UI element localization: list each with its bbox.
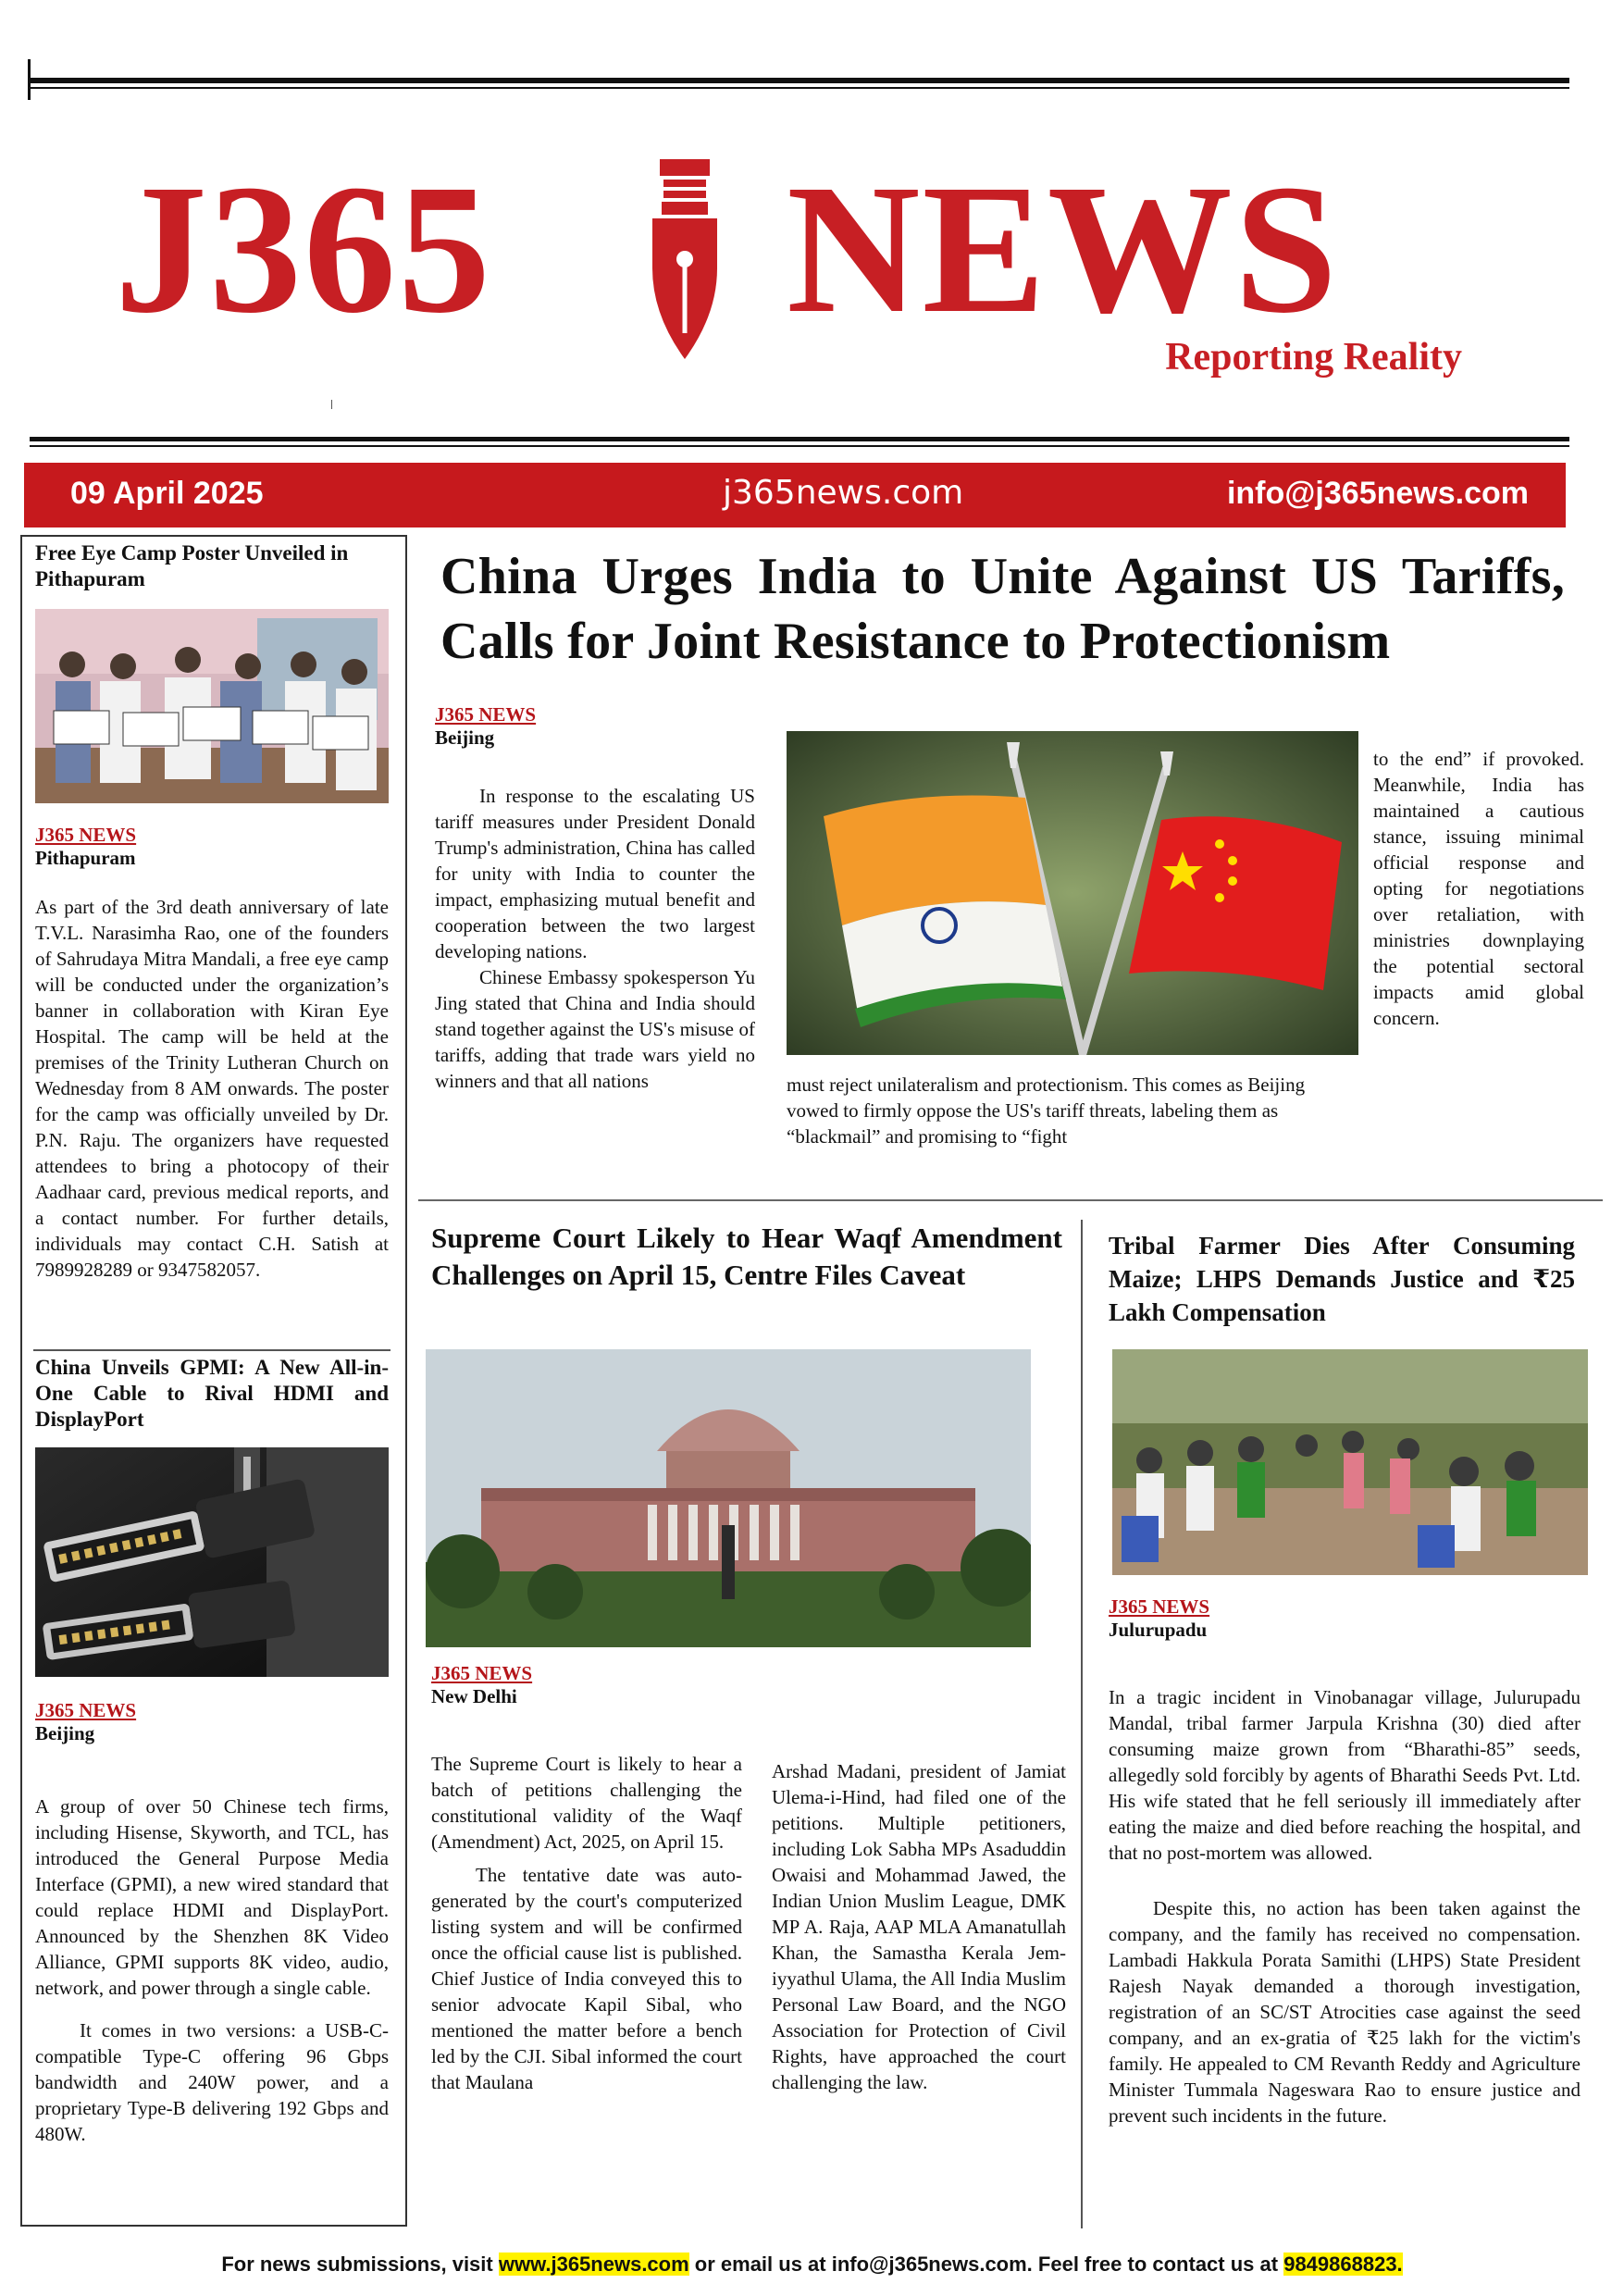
footer-phone[interactable]: 9849868823. xyxy=(1283,2253,1403,2276)
footer-text-2: or email us at info@j365news.com. Feel free to contact us at xyxy=(688,2253,1284,2276)
gpmi-article xyxy=(35,1355,389,1433)
gpmi-p2: It comes in two versions: a USB-C-compatible Type-C offering 96 Gbps bandwidth and 240W power, and a proprietary Type-B delivering 192 Gbps and 480W. xyxy=(35,2019,389,2145)
waqf-col2-text: Arshad Madani, president of Jamiat Ulema-i-Hind, had filed one of the petitions. Multiple petitioners, including Lok Sabha MPs Asaduddin Owaisi and Mohammad Jawed, the Indian Union Muslim League, DMK MP A. Raja, AAP MLA Amanatullah Khan, the Samastha Kerala Jem-iyyathul Ulama, the All India Muslim Personal Law Board, and the NGO Association for Protection of Civil Rights, have approached the court challenging the law. xyxy=(772,1760,1066,2093)
china-india-headline: China Urges India to Unite Against US Tariffs, Calls for Joint Resistance to Protectionism xyxy=(440,548,1565,670)
waqf-article xyxy=(431,1220,1062,1294)
farmer-source xyxy=(1109,1595,1432,1642)
farmer-p1: In a tragic incident in Vinobanagar village, Julurupadu Mandal, tribal farmer Jarpula Krishna (30) died after consuming maize grown from “Bharathi-85” seeds, allegedly sold forcibly by agents of Bharathi Seeds Pvt. Ltd. His wife stated that he fell seriously ill immediately after eating the maize and died before reaching the hospital, and that no post-mortem was allowed. xyxy=(1109,1686,1581,1864)
farmer-article xyxy=(1109,1229,1575,1329)
section-divider xyxy=(418,1199,1603,1201)
gpmi-source-label[interactable]: J365 NEWS xyxy=(35,1699,137,1721)
waqf-col2 xyxy=(772,1758,1066,2095)
issue-date: 09 April 2025 xyxy=(70,476,264,511)
gpmi-body xyxy=(35,1793,389,2147)
footer-website-link[interactable]: www.j365news.com xyxy=(498,2253,689,2276)
masthead-bottom-rule-thin xyxy=(30,445,1569,447)
china-india-col2-text: must reject unilateralism and protectionism. This comes as Beijing vowed to firmly oppose the US's tariff threats, labeling them as “blackmail” and promising to “fight xyxy=(787,1074,1306,1148)
china-india-col1-p2: Chinese Embassy spokesperson Yu Jing stated that China and India should stand together against the US's misuse of tariffs, adding that trade wars yield no winners and that all nations xyxy=(435,966,755,1092)
eye-camp-location: Pithapuram xyxy=(35,847,136,869)
waqf-headline: Supreme Court Likely to Hear Waqf Amendment Challenges on April 15, Centre Files Caveat xyxy=(431,1222,1062,1291)
farmer-meeting-photo xyxy=(1112,1349,1588,1575)
eye-camp-body xyxy=(35,894,389,1283)
gpmi-photo xyxy=(35,1447,389,1677)
waqf-location: New Delhi xyxy=(431,1685,517,1707)
eye-camp-source xyxy=(35,824,389,870)
footer-text-1: For news submissions, visit xyxy=(221,2253,499,2276)
website-link[interactable]: j365news.com xyxy=(723,474,964,512)
china-india-location: Beijing xyxy=(435,726,495,749)
farmer-headline: Tribal Farmer Dies After Consuming Maize; LHPS Demands Justice and ₹25 Lakh Compensation xyxy=(1109,1232,1575,1326)
waqf-col1 xyxy=(431,1751,742,2095)
masthead-logo xyxy=(93,139,1499,361)
waqf-col1-p1: The Supreme Court is likely to hear a batch of petitions challenging the constitutional validity of the Waqf (Amendment) Act, 2025, on April 15. xyxy=(431,1753,742,1853)
column-divider xyxy=(1081,1220,1083,2228)
date-bar xyxy=(24,463,1566,527)
china-india-col1-p1: In response to the escalating US tariff measures under President Donald Trump's administration, China has called for unity with India to counter the impact, emphasizing mutual benefit and cooperation between the two largest developing nations. xyxy=(435,785,755,962)
china-india-col3 xyxy=(1373,746,1584,1031)
gpmi-headline: China Unveils GPMI: A New All-in-One Cable to Rival HDMI and DisplayPort xyxy=(35,1356,389,1431)
eye-camp-headline: Free Eye Camp Poster Unveiled in Pithapuram xyxy=(35,541,349,590)
waqf-source-label[interactable]: J365 NEWS xyxy=(431,1662,533,1684)
farmer-source-label[interactable]: J365 NEWS xyxy=(1109,1595,1210,1618)
fountain-pen-icon xyxy=(634,157,736,361)
waqf-col1-p2: The tentative date was auto-generated by the court's computerized listing system and will be confirmed once the official cause list is published. Chief Justice of India conveyed this to senior advocate Kapil Sibal, who mentioned the matter before a bench led by the CJI. Sibal informed the court that Maulana xyxy=(431,1864,742,2093)
china-india-col3-text: to the end” if provoked. Meanwhile, India has maintained a cautious stance, issuing minimal official response and opting for negotiations over retaliation, with ministries downplaying the potential sectoral impacts amid global concern. xyxy=(1373,748,1584,1029)
china-india-source-label[interactable]: J365 NEWS xyxy=(435,703,537,726)
eye-camp-text: As part of the 3rd death anniversary of late T.V.L. Narasimha Rao, one of the founders of Sahrudaya Mitra Mandali, a free eye camp will be conducted under the organization’s banner in collaboration with Kiran Eye Hospital. The camp will be held at the premises of the Trinity Lutheran Church on Wednesday from 8 AM onwards. The poster for the camp was officially unveiled by Dr. P.N. Raju. The organizers have requested attendees to bring a photocopy of their Aadhaar card, previous medical reports, and a contact number. For further details, individuals may contact C.H. Satish at 7989928289 or 9347582057. xyxy=(35,896,389,1281)
india-china-flags-photo xyxy=(787,731,1358,1055)
supreme-court-photo xyxy=(426,1349,1031,1647)
gpmi-source xyxy=(35,1699,389,1745)
left-divider xyxy=(33,1349,391,1351)
footer xyxy=(0,2253,1624,2277)
top-rule-thin xyxy=(30,87,1569,89)
eye-camp-photo xyxy=(35,609,389,803)
masthead-title-right: NEWS xyxy=(787,147,1340,352)
china-india-source xyxy=(435,703,759,750)
small-tick xyxy=(331,400,332,409)
masthead-title-left: J365 xyxy=(115,147,492,352)
top-rule xyxy=(30,78,1569,83)
eye-camp-article xyxy=(35,540,389,592)
china-india-col2 xyxy=(787,1072,1333,1149)
farmer-location: Julurupadu xyxy=(1109,1619,1208,1641)
farmer-p2: Despite this, no action has been taken against the company, and the family has received no compensation. Lambadi Hakkula Porata Samithi (LHPS) State President Rajesh Nayak demanded a thorough investigation, registration of an SC/ST Atrocities case against the seed company, and an ex-gratia of ₹25 lakh for the victim's family. He appealed to CM Revanth Reddy and Agriculture Minister Tummala Nageswara Rao to ensure justice and prevent such incidents in the future. xyxy=(1109,1897,1581,2127)
farmer-body xyxy=(1109,1684,1581,2128)
tagline: Reporting Reality xyxy=(1165,336,1462,379)
eye-camp-source-label[interactable]: J365 NEWS xyxy=(35,824,137,846)
china-india-col1 xyxy=(435,783,755,1094)
gpmi-location: Beijing xyxy=(35,1722,95,1744)
masthead-bottom-rule xyxy=(30,437,1569,441)
email-link[interactable]: info@j365news.com xyxy=(1226,476,1529,511)
gpmi-p1: A group of over 50 Chinese tech firms, including Hisense, Skyworth, and TCL, has introduced the General Purpose Media Interface (GPMI), a new wired standard that could replace HDMI and DisplayPort. Announced by the Shenzhen 8K Video Alliance, GPMI supports 8K video, audio, network, and power through a single cable. xyxy=(35,1795,389,1999)
waqf-source xyxy=(431,1662,755,1708)
